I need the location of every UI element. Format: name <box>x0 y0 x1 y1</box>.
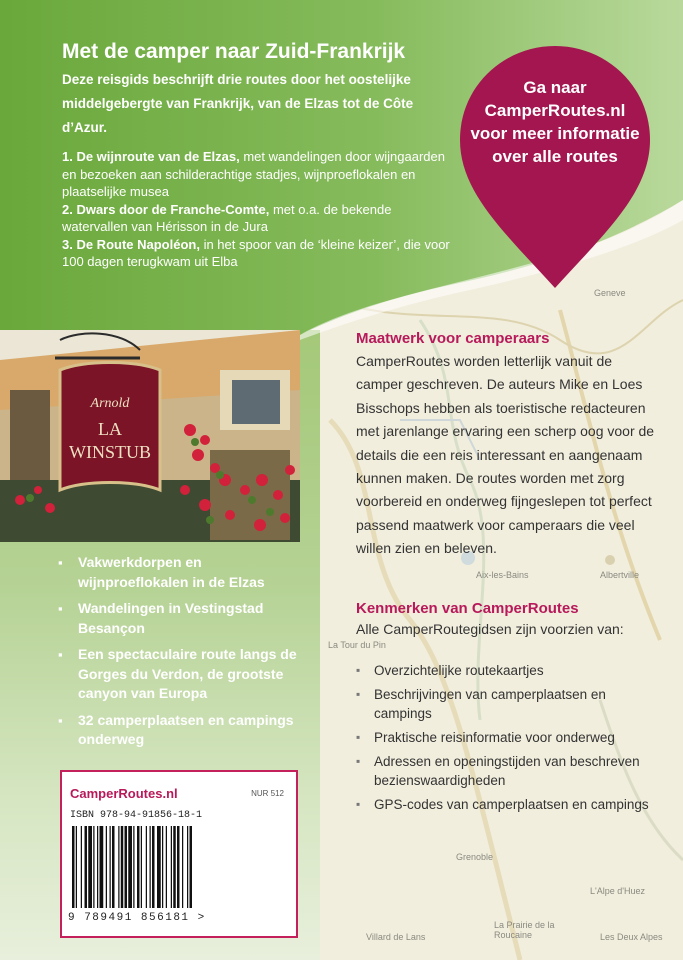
intro-title: Met de camper naar Zuid-Frankrijk <box>62 40 406 63</box>
barcode-digits: 9 789491 856181 > <box>68 912 206 924</box>
barcode-icon <box>68 826 292 908</box>
barcode-brand: CamperRoutes.nl <box>70 786 178 801</box>
kenmerk-item: ▪ GPS-codes van camperplaatsen en campings <box>356 795 656 814</box>
route-description: in het spoor van de ‘kleine keizer’, die voor 100 dagen terugkwam uit Elba <box>62 236 450 269</box>
kenmerken-list <box>356 661 656 814</box>
map-label-grenoble: Grenoble <box>456 852 494 862</box>
isbn-text: ISBN 978-94-91856-18-1 <box>70 810 203 821</box>
map-label-tour-du-pin: La Tour du Pin <box>328 640 386 650</box>
intro-lead: Deze reisgids beschrijft drie routes door het oostelijke middelgebergte van Frankrijk, van de Elzas tot de Côte d’Azur. <box>62 72 414 135</box>
route-title: 2. Dwars door de Franche-Comte, <box>62 201 270 217</box>
highlight-item: ▪ Vakwerkdorpen en wijnproeflokalen in de Elzas <box>58 553 308 592</box>
maatwerk-text: CamperRoutes worden letterlijk vanuit de camper geschreven. De auteurs Mike en Loes Bisschops hebben als toeristische redacteuren met jarenlange ervaring een scherp oog voor de details die een reis interessant en aangenaam kunnen maken. De routes worden met zorg voorbereid en onderweg fijngeslepen tot perfect passend maatwerk voor camperaars die veel willen zien en beleven. <box>356 353 655 557</box>
maatwerk-section <box>356 330 656 561</box>
kenmerken-section <box>356 600 656 819</box>
highlight-list <box>58 553 308 757</box>
route-title: 3. De Route Napoléon, <box>62 236 200 252</box>
highlight-item: ▪ Een spectaculaire route langs de Gorges du Verdon, de grootste canyon van Europa <box>58 645 308 704</box>
route-item <box>62 148 452 201</box>
kenmerk-item: ▪ Praktische reisinformatie voor onderweg <box>356 728 656 747</box>
kenmerken-intro: Alle CamperRoutegidsen zijn voorzien van: <box>356 621 624 637</box>
map-label-villard: Villard de Lans <box>366 932 426 942</box>
kenmerk-item: ▪ Beschrijvingen van camperplaatsen en campings <box>356 685 656 723</box>
map-label-alpe-dhuez: L'Alpe d'Huez <box>590 886 645 896</box>
route-title: 1. De wijnroute van de Elzas, <box>62 149 240 164</box>
barcode-box <box>60 770 298 938</box>
kenmerken-title: Kenmerken van CamperRoutes <box>356 600 579 617</box>
route-item <box>62 236 452 271</box>
map-label-albertville: Albertville <box>600 570 640 580</box>
kenmerk-item: ▪ Overzichtelijke routekaartjes <box>356 661 656 680</box>
sign-line-2: LA <box>98 419 122 439</box>
nur-code: NUR 512 <box>251 789 284 798</box>
route-description: met o.a. de bekende watervallen van Hérisson in de Jura <box>62 201 392 234</box>
route-list <box>62 148 452 271</box>
pin-text: Ga naar CamperRoutes.nl voor meer informatie over alle routes <box>470 78 640 166</box>
kenmerk-item: ▪ Adressen en openingstijden van beschreven bezienswaardigheden <box>356 752 656 790</box>
route-description: met wandelingen door wijngaarden en bezoeken aan schilderachtige stadjes, wijnproeflokalen en plaatselijke musea <box>62 149 445 199</box>
highlight-item: ▪ 32 camperplaatsen en campings onderweg <box>58 711 308 750</box>
sign-line-3: WINSTUB <box>69 442 151 462</box>
map-label-geneve: Geneve <box>594 288 626 298</box>
map-label-aix: Aix-les-Bains <box>476 570 529 580</box>
map-label-deux-alpes: Les Deux Alpes <box>600 932 663 942</box>
winstub-photo <box>0 330 300 542</box>
highlight-item: ▪ Wandelingen in Vestingstad Besançon <box>58 599 308 638</box>
maatwerk-title: Maatwerk voor camperaars <box>356 330 550 347</box>
route-item <box>62 201 452 236</box>
map-label-prairie: La Prairie de la Roucaine <box>494 920 555 940</box>
sign-line-1: Arnold <box>90 396 130 411</box>
